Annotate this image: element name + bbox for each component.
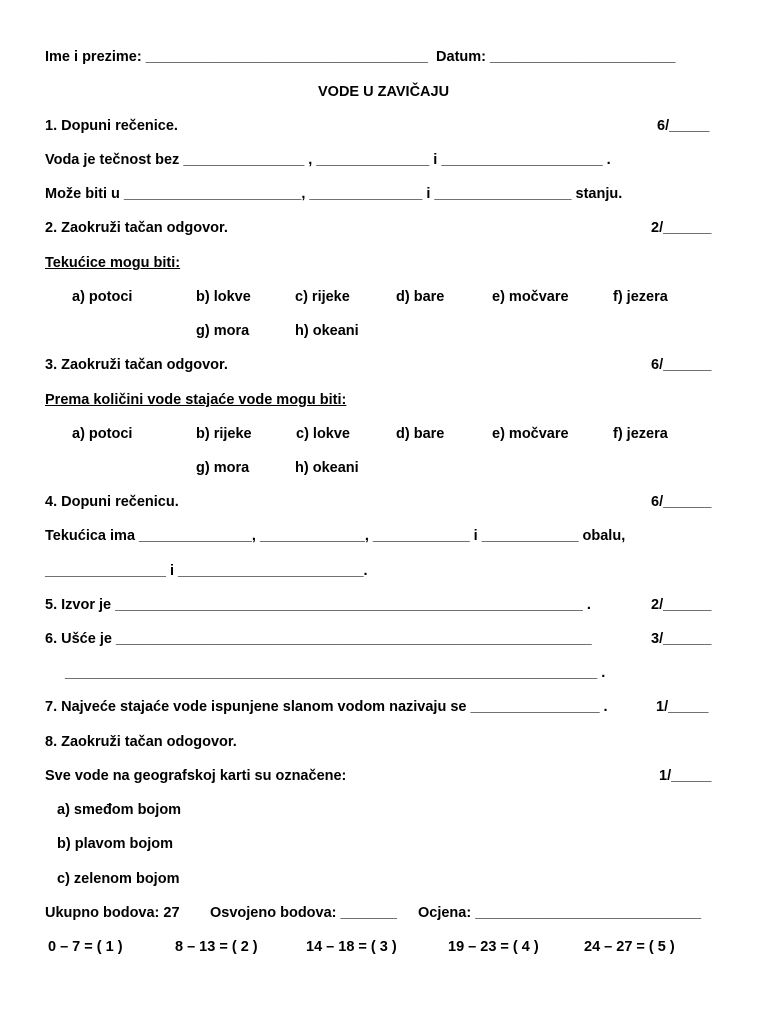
q3-option[interactable]: g) mora [196, 460, 250, 476]
q3-option[interactable]: h) okeani [295, 460, 359, 476]
q8-option[interactable]: a) smeđom bojom [57, 802, 182, 818]
q2-option[interactable]: d) bare [396, 289, 445, 305]
q2-option[interactable]: h) okeani [295, 323, 359, 339]
q2-title: 2. Zaokruži tačan odgovor. [45, 220, 228, 236]
q2-subtitle: Tekućice mogu biti: [45, 255, 181, 271]
q3-option[interactable]: b) rijeke [196, 426, 252, 442]
q8-title: 8. Zaokruži tačan odogovor. [45, 734, 237, 750]
q3-option[interactable]: f) jezera [613, 426, 668, 442]
q5-score: 2/______ [651, 597, 712, 613]
q3-option[interactable]: a) potoci [72, 426, 133, 442]
grade-scale-item: 0 – 7 = ( 1 ) [48, 939, 123, 955]
q6-fill-line-2[interactable]: __________________________________________________________________ . [65, 665, 606, 681]
name-date-line[interactable]: Ime i prezime: ___________________________________ Datum: _______________________ [45, 49, 676, 65]
page-title: VODE U ZAVIČAJU [318, 84, 450, 100]
q2-option[interactable]: e) močvare [492, 289, 569, 305]
q4-fill-line-2[interactable]: _______________ i _______________________. [45, 563, 368, 579]
q2-option[interactable]: a) potoci [72, 289, 133, 305]
grade-scale-item: 14 – 18 = ( 3 ) [306, 939, 397, 955]
q3-option[interactable]: d) bare [396, 426, 445, 442]
q2-option[interactable]: c) rijeke [295, 289, 350, 305]
q7-score: 1/_____ [656, 699, 709, 715]
q3-score: 6/______ [651, 357, 712, 373]
earned-points-field[interactable]: Osvojeno bodova: _______ [210, 905, 397, 921]
grade-scale-item: 8 – 13 = ( 2 ) [175, 939, 258, 955]
q1-title: 1. Dopuni rečenice. [45, 118, 178, 134]
q8-score: 1/_____ [659, 768, 712, 784]
q1-fill-line-2[interactable]: Može biti u ______________________, ______________ i _________________ stanju. [45, 186, 623, 202]
q4-title: 4. Dopuni rečenicu. [45, 494, 179, 510]
q2-option[interactable]: b) lokve [196, 289, 251, 305]
grade-scale-item: 24 – 27 = ( 5 ) [584, 939, 675, 955]
q8-option[interactable]: c) zelenom bojom [57, 871, 180, 887]
q2-score: 2/______ [651, 220, 712, 236]
grade-field[interactable]: Ocjena: ____________________________ [418, 905, 702, 921]
q2-option[interactable]: f) jezera [613, 289, 668, 305]
q5-fill-line[interactable]: 5. Izvor je __________________________________________________________ . [45, 597, 591, 613]
q2-option[interactable]: g) mora [196, 323, 250, 339]
q8-subtitle: Sve vode na geografskoj karti su označene: [45, 768, 347, 784]
total-points: Ukupno bodova: 27 [45, 905, 180, 921]
q1-score: 6/_____ [657, 118, 710, 134]
q3-option[interactable]: c) lokve [296, 426, 350, 442]
q3-option[interactable]: e) močvare [492, 426, 569, 442]
q4-fill-line-1[interactable]: Tekućica ima ______________, _____________, ____________ i ____________ obalu, [45, 528, 626, 544]
q8-option[interactable]: b) plavom bojom [57, 836, 173, 852]
q7-fill-line[interactable]: 7. Najveće stajaće vode ispunjene slanom vodom nazivaju se ________________ . [45, 699, 608, 715]
q4-score: 6/______ [651, 494, 712, 510]
q6-fill-line[interactable]: 6. Ušće je ___________________________________________________________ [45, 631, 592, 647]
grade-scale-item: 19 – 23 = ( 4 ) [448, 939, 539, 955]
q3-title: 3. Zaokruži tačan odgovor. [45, 357, 228, 373]
q1-fill-line-1[interactable]: Voda je tečnost bez _______________ , ______________ i ____________________ . [45, 152, 611, 168]
q3-subtitle: Prema količini vode stajaće vode mogu biti: [45, 392, 347, 408]
q6-score: 3/______ [651, 631, 712, 647]
